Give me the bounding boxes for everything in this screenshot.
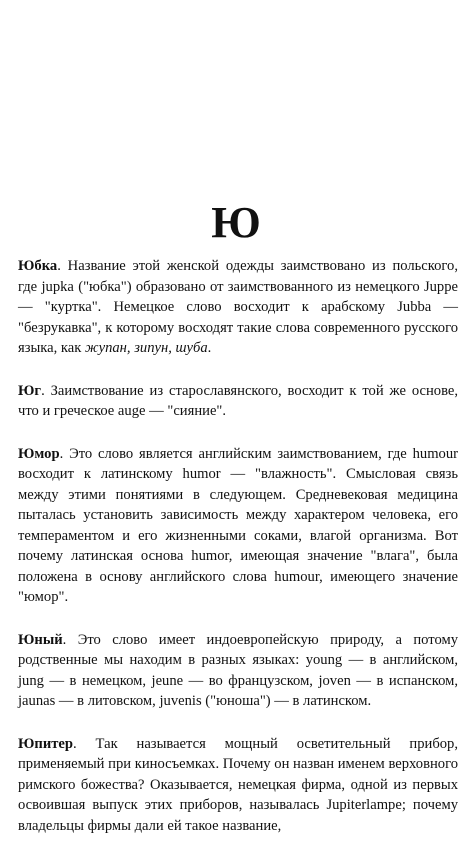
entry-body: . Это слово является английским заимствованием, где humour восходит к латинскому humor — "влажность". Смысловая связь между этими понятиями в следующем. Средневековая медицина пыталась установить зависимость между характером человека, его темпераментом и его жизненными соками, влагой организма. Вот почему латинская основа humor, имеющая значение "влага", была положена в основу английского слова humour, имеющего значение "юмор". [18, 445, 458, 605]
section-letter-heading: Ю [211, 198, 262, 247]
entry-term: Юг [18, 382, 42, 399]
entry-body: . Название этой женской одежды заимствовано из польского, где jupka ("юбка") образовано от заимствованного из немецкого Juppe — "куртка". Немецкое слово восходит к арабскому Jubba — "безрукавка", к которому восходят такие слова современного русского языка, как [18, 258, 458, 356]
entry-term: Юбка [18, 258, 58, 274]
entry-yumor [18, 444, 458, 608]
entry-yug [18, 381, 458, 422]
entry-italic-words: жупан, зипун, шуба [85, 340, 208, 356]
entry-yuny [18, 630, 458, 712]
entry-tail: . [207, 340, 212, 356]
entry-body: . Так называется мощный осветительный прибор, применяемый при киносъемках. Почему он назван именем верховного римского божества? Оказывается, немецкая фирма, одной из первых освоившая выпуск этих приборов, называлась Jupiterlampe; почему владельцы фирмы дали ей такое название, [18, 735, 458, 834]
entry-body: . Заимствование из старославянского, восходит к той же основе, что и греческое auge — "сияние". [18, 382, 458, 419]
entry-term: Юпитер [18, 735, 74, 752]
entry-term: Юный [18, 631, 63, 648]
entries-list [18, 256, 458, 858]
entry-yubka [18, 256, 458, 359]
entry-term: Юмор [18, 445, 60, 462]
entry-body: . Это слово имеет индоевропейскую природу, а потому родственные мы находим в разных языках: young — в английском, jung — в немецком, jeune — во французском, joven — в испанском, jaunas — в литовском, juvenis ("юноша") — в латинском. [18, 631, 458, 709]
entry-yupiter [18, 734, 458, 837]
